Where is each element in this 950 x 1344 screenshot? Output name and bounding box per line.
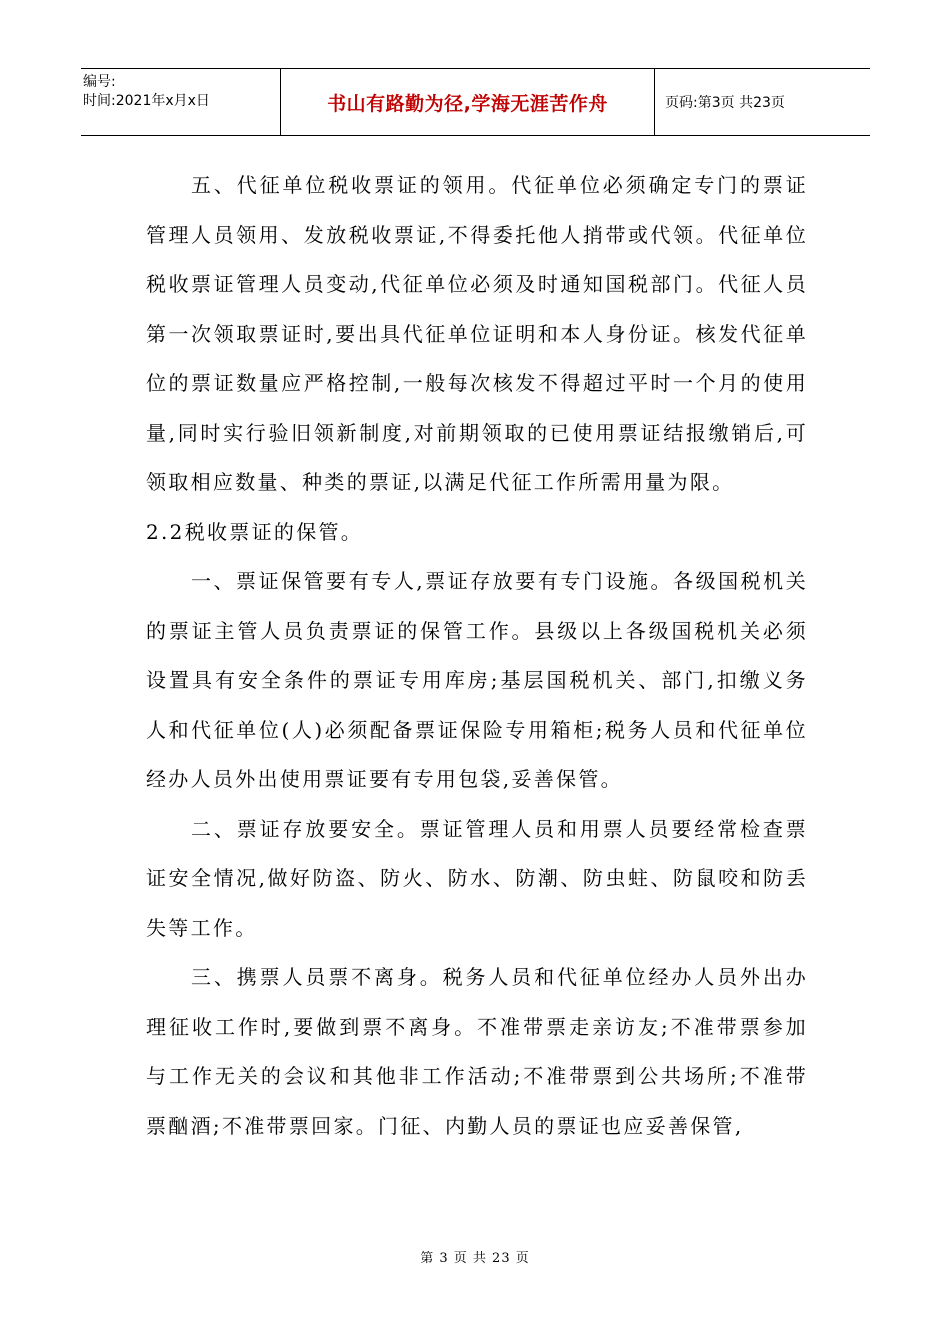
paragraph-carry-tickets: 三、携票人员票不离身。税务人员和代征单位经办人员外出办理征收工作时,要做到票不离身。不准带票走亲访友;不准带票参加与工作无关的会议和其他非工作活动;不准带票到公共场所;不准带票酗酒;不准带票回家。门征、内勤人员的票证也应妥善保管,	[146, 965, 808, 1138]
document-body	[146, 161, 808, 1151]
paragraph-ticket-collection: 五、代征单位税收票证的领用。代征单位必须确定专门的票证管理人员领用、发放税收票证,不得委托他人捎带或代领。代征单位税收票证管理人员变动,代征单位必须及时通知国税部门。代征人员第一次领取票证时,要出具代征单位证明和本人身份证。核发代征单位的票证数量应严格控制,一般每次核发不得超过平时一个月的使用量,同时实行验旧领新制度,对前期领取的已使用票证结报缴销后,可领取相应数量、种类的票证,以满足代征工作所需用量为限。	[146, 173, 808, 494]
header-motto: 书山有路勤为径,学海无涯苦作舟	[281, 69, 655, 135]
document-time-label: 时间:2021年x月x日	[83, 93, 210, 109]
page-footer: 第 3 页 共 23 页	[420, 1251, 530, 1266]
document-number-label: 编号:	[83, 74, 116, 90]
page-header	[81, 68, 870, 136]
header-meta	[81, 69, 281, 135]
paragraph-safe-storage: 二、票证存放要安全。票证管理人员和用票人员要经常检查票证安全情况,做好防盗、防火、防水、防潮、防虫蛀、防鼠咬和防丢失等工作。	[146, 816, 808, 940]
header-page-info: 页码:第3页 共23页	[665, 95, 785, 111]
section-heading-ticket-storage: 2.2税收票证的保管。	[146, 519, 364, 544]
paragraph-dedicated-storage: 一、票证保管要有专人,票证存放要有专门设施。各级国税机关的票证主管人员负责票证的保管工作。县级以上各级国税机关必须设置具有安全条件的票证专用库房;基层国税机关、部门,扣缴义务人和代征单位(人)必须配备票证保险专用箱柜;税务人员和代征单位经办人员外出使用票证要有专用包袋,妥善保管。	[146, 569, 808, 791]
